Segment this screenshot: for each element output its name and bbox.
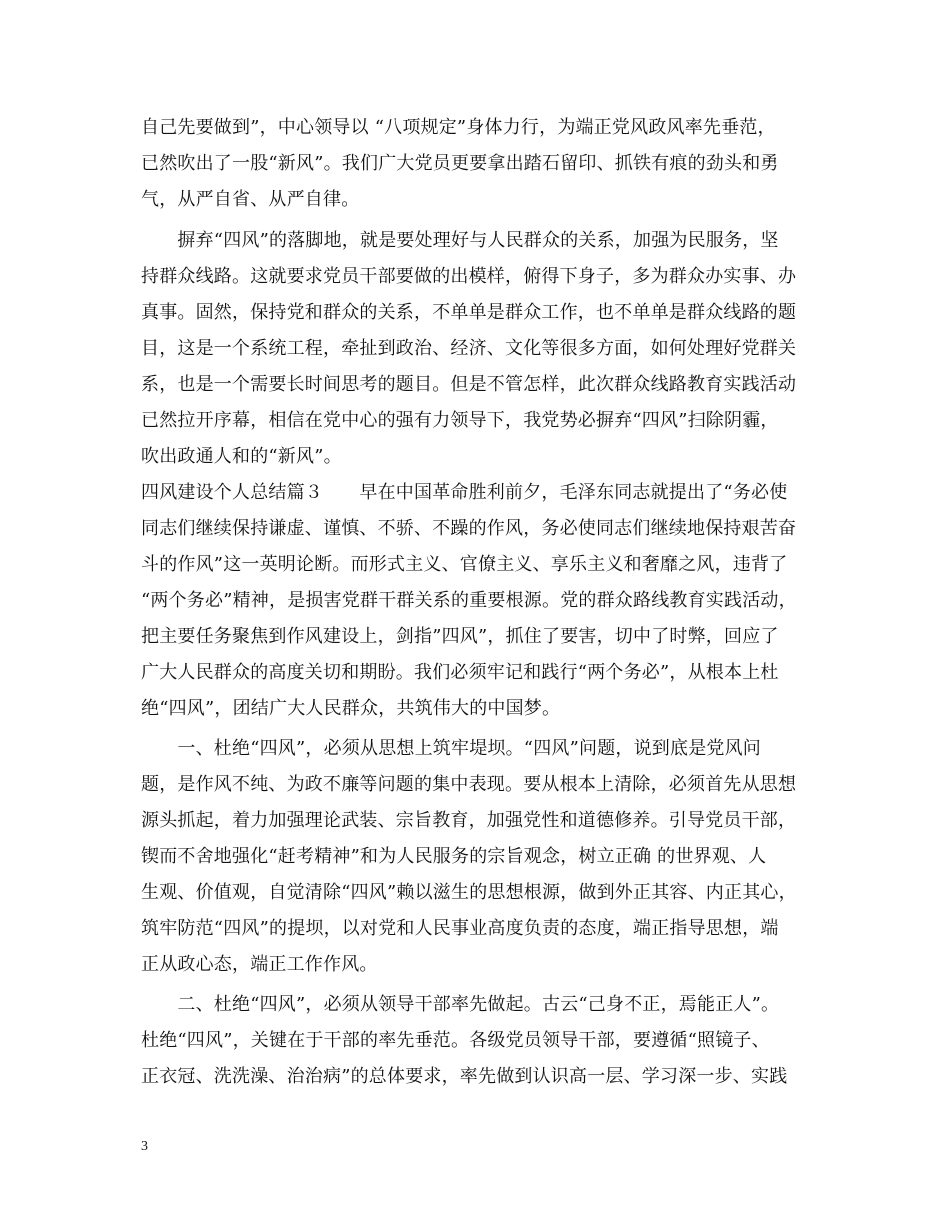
text-line: 把主要任务聚焦到作风建设上，剑指”四风”，抓住了要害，切中了时弊，回应了 bbox=[141, 626, 779, 647]
text-line: 摒弃“四风”的落脚地，就是要处理好与人民群众的关系，加强为民服务，坚 bbox=[141, 230, 779, 251]
text-line: 锲而不舍地强化“赶考精神”和为人民服务的宗旨观念，树立正确 的世界观、人 bbox=[141, 846, 767, 867]
text-line: 持群众线路。这就要求党员干部要做的出模样，俯得下身子，多为群众办实事、办 bbox=[141, 266, 797, 287]
text-line: 斗的作风”这一英明论断。而形式主义、官僚主义、享乐主义和奢靡之风，违背了 bbox=[141, 554, 788, 575]
text-line: 杜绝“四风”，关键在于干部的率先垂范。各级党员领导干部，要遵循“照镜子、 bbox=[141, 1030, 770, 1051]
text-line: 题，是作风不纯、为政不廉等问题的集中表现。要从根本上清除，必须首先从思想 bbox=[141, 774, 797, 795]
text-line: 已然拉开序幕，相信在党中心的强有力领导下，我党势必摒弃“四风”扫除阴霾， bbox=[141, 410, 779, 431]
text-line: 目，这是一个系统工程，牵扯到政治、经济、文化等很多方面，如何处理好党群关 bbox=[141, 338, 797, 359]
text-line: 同志们继续保持谦虚、谨慎、不骄、不躁的作风，务必使同志们继续地保持艰苦奋 bbox=[141, 518, 797, 539]
text-line: 自己先要做到”，中心领导以 “八项规定”身体力行，为端正党风政风率先垂范， bbox=[141, 117, 776, 138]
text-line: 二、杜绝“四风”，必须从领导干部率先做起。古云“己身不正，焉能正人”。 bbox=[141, 994, 780, 1015]
text-line: 源头抓起，着力加强理论武装、宗旨教育，加强党性和道德修养。引导党员干部， bbox=[141, 810, 797, 831]
text-line: 正衣冠、洗洗澡、治治病”的总体要求，率先做到认识高一层、学习深一步、实践 bbox=[141, 1066, 788, 1087]
text-line: 筑牢防范“四风”的提坝，以对党和人民事业高度负责的态度，端正指导思想，端 bbox=[141, 918, 779, 939]
text-line: 气，从严自省、从严自律。 bbox=[141, 189, 360, 210]
text-line: 已然吹出了一股“新风”。我们广大党员更要拿出踏石留印、抓铁有痕的劲头和勇 bbox=[141, 153, 779, 174]
text-line: 正从政心态，端正工作作风。 bbox=[141, 954, 378, 975]
text-line: “两个务必”精神，是损害党群干群关系的重要根源。党的群众路线教育实践活动， bbox=[141, 590, 797, 611]
text-line: 绝“四风”，团结广大人民群众，共筑伟大的中国梦。 bbox=[141, 698, 561, 719]
text-line: 真事。固然，保持党和群众的关系，不单单是群众工作，也不单单是群众线路的题 bbox=[141, 302, 797, 323]
text-line: 广大人民群众的高度关切和期盼。我们必须牢记和践行“两个务必”，从根本上杜 bbox=[141, 662, 779, 683]
text-line: 一、杜绝“四风”，必须从思想上筑牢堤坝。“四风”问题，说到底是党风问 bbox=[141, 738, 762, 759]
text-line: 生观、价值观，自觉清除“四风”赖以滋生的思想根源，做到外正其容、内正其心， bbox=[141, 882, 797, 903]
page-number: 3 bbox=[141, 1139, 148, 1154]
text-line: 系，也是一个需要长时间思考的题目。但是不管怎样，此次群众线路教育实践活动 bbox=[141, 374, 797, 395]
section-heading-line: 四风建设个人总结篇３ 早在中国革命胜利前夕，毛泽东同志就提出了“务必使 bbox=[141, 482, 788, 503]
text-line: 吹出政通人和的“新风”。 bbox=[141, 446, 342, 467]
